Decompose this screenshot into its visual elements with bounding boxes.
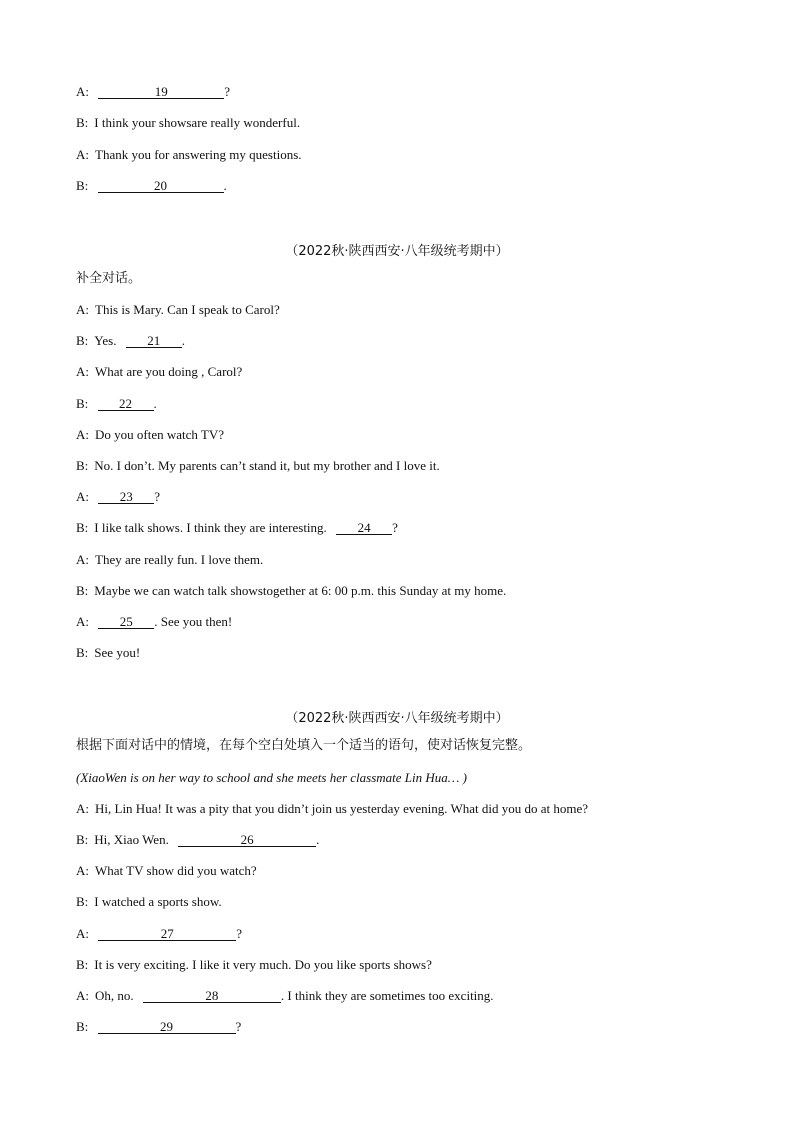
- line-ending: ?: [224, 84, 231, 99]
- instruction-text: 补全对话。: [76, 271, 142, 286]
- dialogue-line: [76, 84, 230, 100]
- dialogue-text: It is very exciting. I like it very much. Do you like sports shows?: [94, 957, 432, 972]
- dialogue-line: [76, 645, 140, 661]
- line-ending: . I think they are sometimes too exciting.: [280, 988, 494, 1003]
- answer-blank-19: 19: [98, 85, 224, 99]
- dialogue-line: [76, 396, 157, 412]
- speaker-label: B:: [76, 115, 89, 130]
- dialogue-text: Oh, no.: [95, 988, 134, 1003]
- dialogue-line: [76, 427, 224, 443]
- speaker-label: A:: [76, 364, 89, 379]
- speaker-label: B:: [76, 178, 89, 193]
- dialogue-line: [76, 333, 185, 349]
- dialogue-line: [76, 957, 432, 973]
- speaker-label: B:: [76, 333, 89, 348]
- line-ending: .: [316, 832, 320, 847]
- dialogue-text: Maybe we can watch talk showstogether at 6: 00 p.m. this Sunday at my home.: [94, 583, 507, 598]
- dialogue-text: They are really fun. I love them.: [95, 552, 264, 567]
- dialogue-line: [76, 364, 242, 380]
- dialogue-line: [76, 894, 222, 910]
- instruction-text: 根据下面对话中的情境，在每个空白处填入一个适当的语句，使对话恢复完整。: [76, 738, 532, 753]
- dialogue-text: Yes.: [94, 333, 117, 348]
- speaker-label: A:: [76, 614, 89, 629]
- dialogue-text: What are you doing , Carol?: [95, 364, 243, 379]
- dialogue-line: [76, 302, 280, 318]
- speaker-label: B:: [76, 832, 89, 847]
- speaker-label: A:: [76, 489, 89, 504]
- dialogue-text: See you!: [94, 645, 141, 660]
- answer-blank-25: 25: [98, 615, 154, 629]
- dialogue-line: [76, 1019, 241, 1035]
- dialogue-line: [76, 926, 242, 942]
- speaker-label: A:: [76, 863, 89, 878]
- speaker-label: B:: [76, 894, 89, 909]
- speaker-label: B:: [76, 520, 89, 535]
- speaker-label: B:: [76, 583, 89, 598]
- speaker-label: A:: [76, 926, 89, 941]
- dialogue-line: [76, 115, 300, 131]
- dialogue-text: I like talk shows. I think they are interesting.: [94, 520, 327, 535]
- line-ending: . See you then!: [154, 614, 233, 629]
- speaker-label: A:: [76, 988, 89, 1003]
- dialogue-line: [76, 801, 588, 817]
- answer-blank-22: 22: [98, 397, 154, 411]
- dialogue-line: [76, 832, 319, 848]
- speaker-label: B:: [76, 396, 89, 411]
- speaker-label: A:: [76, 552, 89, 567]
- answer-blank-29: 29: [98, 1020, 236, 1034]
- dialogue-line: [76, 458, 440, 474]
- answer-blank-28: 28: [143, 989, 281, 1003]
- dialogue-line: [76, 863, 257, 879]
- speaker-label: B:: [76, 645, 89, 660]
- dialogue-text: What TV show did you watch?: [95, 863, 257, 878]
- dialogue-line: [76, 988, 494, 1004]
- dialogue-line: [76, 614, 232, 630]
- dialogue-line: [76, 178, 227, 194]
- dialogue-text: I think your showsare really wonderful.: [94, 115, 301, 130]
- dialogue-line: [76, 583, 506, 599]
- dialogue-text: Thank you for answering my questions.: [95, 147, 302, 162]
- section-header: （2022秋·陕西西安·八年级统考期中）: [285, 711, 509, 726]
- speaker-label: B:: [76, 1019, 89, 1034]
- line-ending: .: [181, 333, 185, 348]
- line-ending: .: [153, 396, 157, 411]
- dialogue-text: No. I don’t. My parents can’t stand it, but my brother and I love it.: [94, 458, 440, 473]
- dialogue-text: I watched a sports show.: [94, 894, 222, 909]
- line-ending: ?: [236, 926, 243, 941]
- dialogue-text: Do you often watch TV?: [95, 427, 225, 442]
- speaker-label: A:: [76, 302, 89, 317]
- dialogue-text: This is Mary. Can I speak to Carol?: [95, 302, 280, 317]
- speaker-label: B:: [76, 957, 89, 972]
- dialogue-line: [76, 489, 160, 505]
- speaker-label: A:: [76, 147, 89, 162]
- speaker-label: B:: [76, 458, 89, 473]
- line-ending: ?: [154, 489, 161, 504]
- answer-blank-21: 21: [126, 334, 182, 348]
- dialogue-line: [76, 147, 302, 163]
- answer-blank-27: 27: [98, 927, 236, 941]
- speaker-label: A:: [76, 801, 89, 816]
- section-header: （2022秋·陕西西安·八年级统考期中）: [285, 244, 509, 259]
- context-text: (XiaoWen is on her way to school and she meets her classmate Lin Hua… ): [76, 770, 467, 785]
- speaker-label: A:: [76, 84, 89, 99]
- line-ending: ?: [392, 520, 398, 535]
- answer-blank-24: 24: [336, 521, 392, 535]
- dialogue-line: [76, 520, 398, 536]
- answer-blank-23: 23: [98, 490, 154, 504]
- answer-blank-26: 26: [178, 833, 316, 847]
- line-ending: ?: [235, 1019, 242, 1034]
- line-ending: .: [223, 178, 227, 193]
- dialogue-line: [76, 552, 263, 568]
- dialogue-text: Hi, Xiao Wen.: [94, 832, 169, 847]
- dialogue-text: Hi, Lin Hua! It was a pity that you didn’t join us yesterday evening. What did you do at home?: [95, 801, 589, 816]
- answer-blank-20: 20: [98, 179, 224, 193]
- speaker-label: A:: [76, 427, 89, 442]
